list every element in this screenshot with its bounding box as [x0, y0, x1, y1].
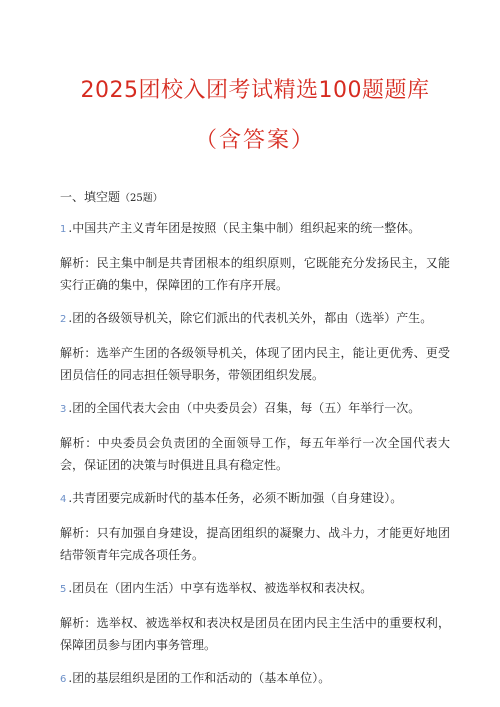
section-heading-label: 一、填空题 — [60, 190, 121, 204]
question-list — [60, 219, 450, 689]
question-item — [60, 309, 450, 386]
question-body: .团的各级领导机关，除它们派出的代表机关外，都由（选举）产生。 — [68, 311, 433, 325]
question-body: .中国共产主义青年团是按照（民主集中制）组织起来的统一整体。 — [68, 221, 421, 235]
question-number: 1 — [60, 224, 67, 235]
question-number: 3 — [60, 404, 67, 415]
question-item — [60, 669, 450, 689]
question-number: 5 — [60, 584, 67, 595]
question-body: .团的全国代表大会由（中央委员会）召集，每（五）年举行一次。 — [68, 401, 421, 415]
question-number: 2 — [60, 314, 67, 325]
question-item — [60, 489, 450, 566]
question-number: 4 — [60, 494, 67, 505]
analysis-text: 解析：民主集中制是共青团根本的组织原则，它既能充分发扬民主，又能实行正确的集中，保障团的工作有序开展。 — [60, 256, 450, 292]
question-number: 6 — [60, 674, 67, 685]
question-text — [60, 219, 450, 239]
analysis-text: 解析：中央委员会负责团的全面领导工作，每五年举行一次全国代表大会，保证团的决策与时俱进且具有稳定性。 — [60, 436, 450, 472]
question-item — [60, 579, 450, 656]
question-body: .共青团要完成新时代的基本任务，必须不断加强（自身建设）。 — [68, 491, 403, 505]
analysis-text: 解析：选举产生团的各级领导机关，体现了团内民主，能让更优秀、更受团员信任的同志担任领导职务，带领团组织发展。 — [60, 346, 450, 382]
question-text — [60, 669, 450, 689]
section-heading-count: （25题） — [120, 193, 163, 204]
question-item — [60, 219, 450, 296]
question-item — [60, 399, 450, 476]
analysis-text: 解析：选举权、被选举权和表决权是团员在团内民主生活中的重要权利，保障团员参与团内事务管理。 — [60, 616, 450, 652]
question-text — [60, 579, 450, 599]
question-text — [60, 489, 450, 509]
analysis-text: 解析：只有加强自身建设，提高团组织的凝聚力、战斗力，才能更好地团结带领青年完成各项任务。 — [60, 526, 450, 562]
question-body: .团员在（团内生活）中享有选举权、被选举权和表决权。 — [68, 581, 373, 595]
question-body: .团的基层组织是团的工作和活动的（基本单位）。 — [68, 671, 331, 685]
question-text — [60, 309, 450, 329]
question-text — [60, 399, 450, 419]
section-heading — [60, 156, 450, 208]
document-subtitle: （含答案） — [194, 128, 315, 153]
document-title: 2025团校入团考试精选100题题库 — [80, 78, 430, 103]
